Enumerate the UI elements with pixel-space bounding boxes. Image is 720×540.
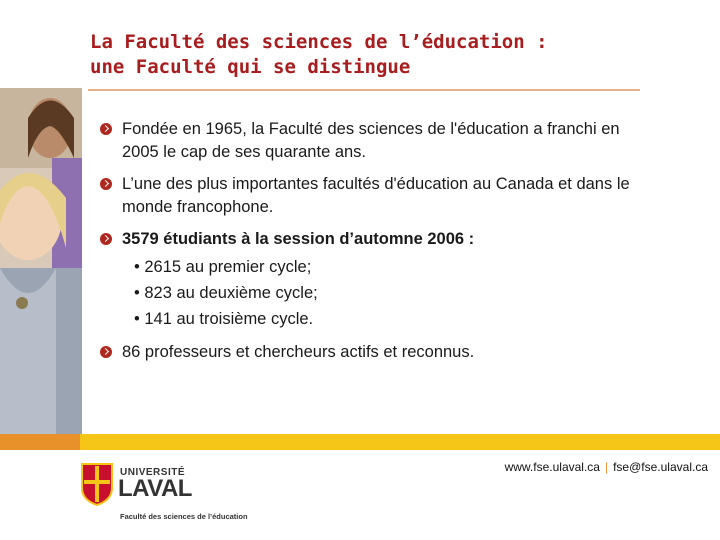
contact-separator: |: [604, 460, 609, 474]
sub-item: • 141 au troisième cycle.: [134, 306, 660, 332]
bullet-arrow-icon: [100, 346, 112, 358]
students-photo: [0, 88, 82, 436]
email-link[interactable]: fse@fse.ulaval.ca: [613, 460, 708, 474]
sub-item: • 823 au deuxième cycle;: [134, 280, 660, 306]
bullet-arrow-icon: [100, 123, 112, 135]
slide-title: [90, 30, 548, 80]
logo-faculty-name: Faculté des sciences de l’éducation: [120, 512, 248, 521]
bullet-arrow-icon: [100, 178, 112, 190]
bullet-arrow-icon: [100, 233, 112, 245]
list-item: [100, 228, 660, 332]
list-item: [100, 173, 660, 219]
bullet-text: 3579 étudiants à la session d’automne 2006 :: [122, 230, 475, 248]
logo-line-2: LAVAL: [118, 475, 192, 502]
bullet-list: [100, 118, 660, 373]
bullet-text: Fondée en 1965, la Faculté des sciences de l'éducation a franchi en 2005 le cap de ses quarante ans.: [122, 120, 620, 161]
bullet-text: 86 professeurs et chercheurs actifs et reconnus.: [122, 343, 475, 361]
logo-line-1: UNIVERSITÉ: [120, 467, 186, 478]
footer-accent-bar-left: [0, 434, 80, 450]
title-divider: [88, 89, 640, 91]
website-link[interactable]: www.fse.ulaval.ca: [504, 460, 600, 474]
contact-info: [505, 460, 708, 474]
title-line-1: La Faculté des sciences de l’éducation :: [90, 31, 548, 53]
bullet-text: L’une des plus importantes facultés d'éducation au Canada et dans le monde francophone.: [122, 175, 630, 216]
list-item: [100, 341, 660, 364]
footer-accent-bar: [80, 434, 720, 450]
sub-item: • 2615 au premier cycle;: [134, 254, 660, 280]
title-line-2: une Faculté qui se distingue: [90, 56, 411, 78]
sub-list: [134, 254, 660, 332]
list-item: [100, 118, 660, 164]
